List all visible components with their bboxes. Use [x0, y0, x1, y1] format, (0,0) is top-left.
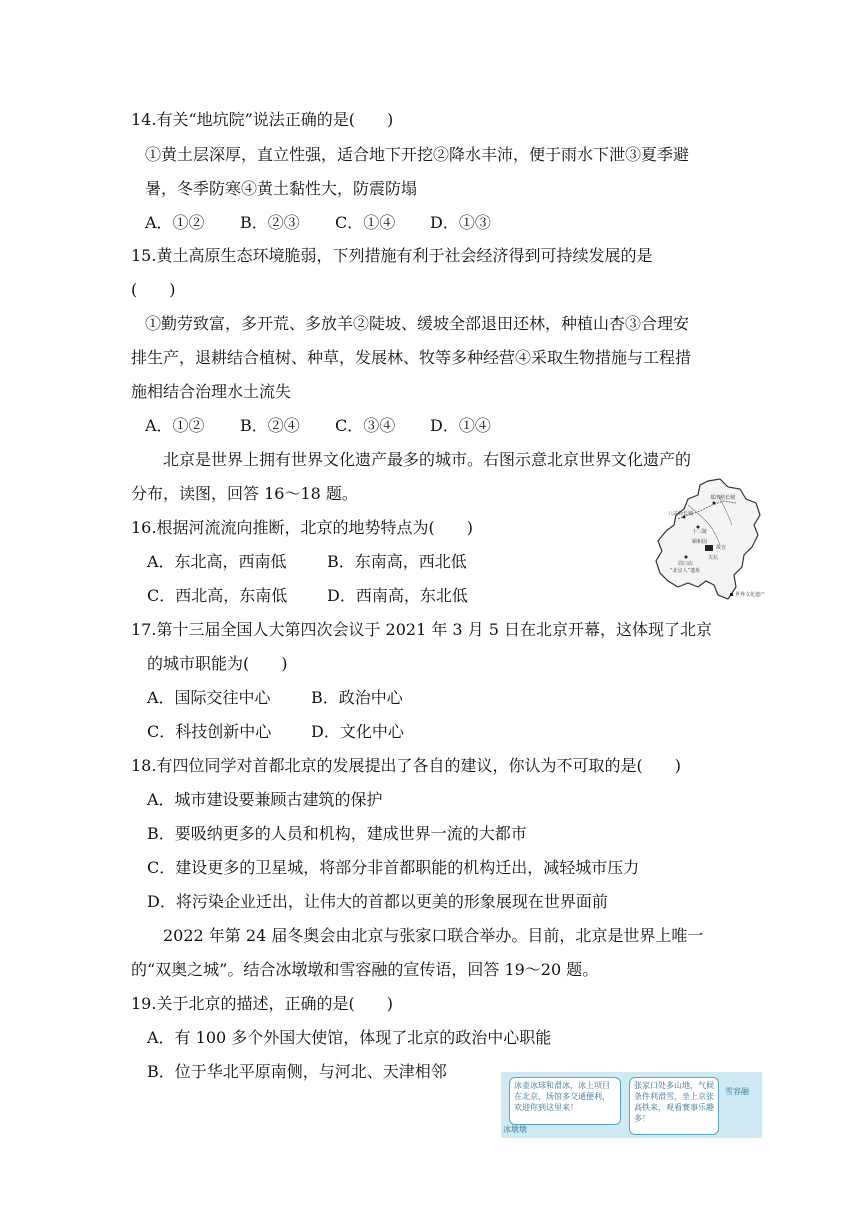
bing-dwen-dwen-speech-bubble: 冰壶冰球和滑冰，冰上项目在北京，场馆多交通便利，欢迎你到这里来！ — [509, 1077, 621, 1125]
q14-options — [145, 212, 491, 234]
q18-option-c: C．建设更多的卫星城，将部分非首都职能的机构迁出，减轻城市压力 — [147, 858, 640, 877]
q16-option-d: D．西南高，东北低 — [327, 586, 468, 605]
q15-statement-3: 施相结合治理水土流失 — [131, 382, 292, 401]
q16-options-row-2 — [147, 585, 468, 607]
q16-option-b: B．东南高，西北低 — [327, 552, 467, 571]
q18-option-a: A．城市建设要兼顾古建筑的保护 — [147, 790, 383, 809]
q14-statement-1: ①黄土层深厚，直立性强，适合地下开挖②降水丰沛，便于雨水下泄③夏季避 — [145, 145, 690, 164]
map-label-peking-man: “北京人”遗址 — [670, 568, 701, 574]
q14-option-c: C．①④ — [335, 213, 396, 232]
q15-option-b: B．②④ — [240, 416, 300, 435]
q14-option-a: A．①② — [145, 213, 205, 232]
q14-stem: 14.有关“地坑院”说法正确的是( ) — [131, 110, 394, 129]
q19-option-b: B．位于华北平原南侧，与河北、天津相邻 — [147, 1062, 447, 1081]
intro-19-20-line-1: 2022 年第 24 届冬奥会由北京与张家口联合举办。目前，北京是世界上唯一 — [163, 926, 704, 945]
intro-16-18-line-1: 北京是世界上拥有世界文化遗产最多的城市。右图示意北京世界文化遗产的 — [163, 450, 692, 469]
q15-option-a: A．①② — [145, 416, 205, 435]
map-label-yiheyuan: 颐和园 — [692, 539, 708, 545]
q17-option-c: C．科技创新中心 — [147, 722, 272, 741]
q18-option-b: B．要吸纳更多的人员和机构，建成世界一流的大都市 — [147, 824, 527, 843]
q19-stem: 19.关于北京的描述，正确的是( ) — [131, 994, 393, 1013]
legend-marker — [730, 593, 733, 596]
q17-options-row-2 — [147, 721, 404, 743]
q18-option-d: D．将污染企业迁出，让伟大的首都以更美的形象展现在世界面前 — [147, 892, 608, 911]
city-center-marker — [705, 545, 713, 551]
bing-dwen-dwen-label: 冰墩墩 — [503, 1125, 527, 1134]
q16-option-c: C．西北高，东南低 — [147, 586, 288, 605]
shuey-rhon-rhon-label: 雪容融 — [725, 1087, 749, 1096]
beijing-outline — [656, 479, 760, 599]
q17-option-a: A．国际交往中心 — [147, 688, 271, 707]
q15-statement-1: ①勤劳致富，多开荒、多放羊②陡坡、缓坡全部退田还林，种植山杏③合理安 — [145, 314, 690, 333]
q15-option-c: C．③④ — [335, 416, 396, 435]
beijing-heritage-map — [648, 475, 768, 605]
q14-option-b: B．②③ — [240, 213, 300, 232]
map-legend-label: 世界文化遗产 — [735, 592, 766, 598]
map-label-badaling: 八达岭长城 — [668, 511, 694, 517]
site-dot — [685, 556, 688, 559]
q16-options-row-1 — [147, 551, 467, 573]
map-label-mutianyu: 慕田峪长城 — [710, 495, 736, 501]
map-label-shisanling: 十三陵 — [692, 529, 708, 535]
map-label-gugong: 故宫 — [716, 545, 727, 551]
q17-stem-1: 17.第十三届全国人大第四次会议于 2021 年 3 月 5 日在北京开幕，这体现了北京 — [131, 620, 713, 639]
q14-statement-2: 暑，冬季防寒④黄土黏性大，防震防塌 — [145, 179, 418, 198]
q15-statement-2: 排生产，退耕结合植树、种草，发展林、牧等多种经营④采取生物措施与工程措 — [131, 348, 692, 367]
map-label-zhoukoudian: 周口店 — [678, 561, 694, 567]
q14-option-d: D．①③ — [430, 213, 491, 232]
shuey-rhon-rhon-speech-bubble: 张家口处多山地，气候条件利滑雪，坐上京张高铁来，观看赛事乐趣多！ — [629, 1077, 719, 1135]
q17-option-b: B．政治中心 — [311, 688, 403, 707]
q17-options-row-1 — [147, 687, 403, 709]
olympic-mascot-banner — [501, 1072, 762, 1138]
q19-option-a: A．有 100 多个外国大使馆，体现了北京的政治中心职能 — [147, 1028, 552, 1047]
intro-19-20-line-2: 的“双奥之城”。结合冰墩墩和雪容融的宣传语，回答 19～20 题。 — [131, 960, 599, 979]
q16-option-a: A．东北高，西南低 — [147, 552, 287, 571]
q16-stem: 16.根据河流流向推断，北京的地势特点为( ) — [131, 518, 473, 537]
q17-stem-2: 的城市职能为( ) — [147, 654, 288, 673]
intro-16-18-line-2: 分布，读图，回答 16～18 题。 — [131, 484, 358, 503]
site-dot — [713, 502, 716, 505]
map-label-tiantan: 天坛 — [708, 555, 719, 561]
q15-option-d: D．①④ — [430, 416, 491, 435]
q17-option-d: D．文化中心 — [311, 722, 404, 741]
q15-stem-2: ( ) — [131, 280, 176, 299]
q15-options — [145, 415, 491, 437]
q18-stem: 18.有四位同学对首都北京的发展提出了各自的建议，你认为不可取的是( ) — [131, 756, 681, 775]
q15-stem-1: 15.黄土高原生态环境脆弱，下列措施有利于社会经济得到可持续发展的是 — [131, 246, 653, 265]
